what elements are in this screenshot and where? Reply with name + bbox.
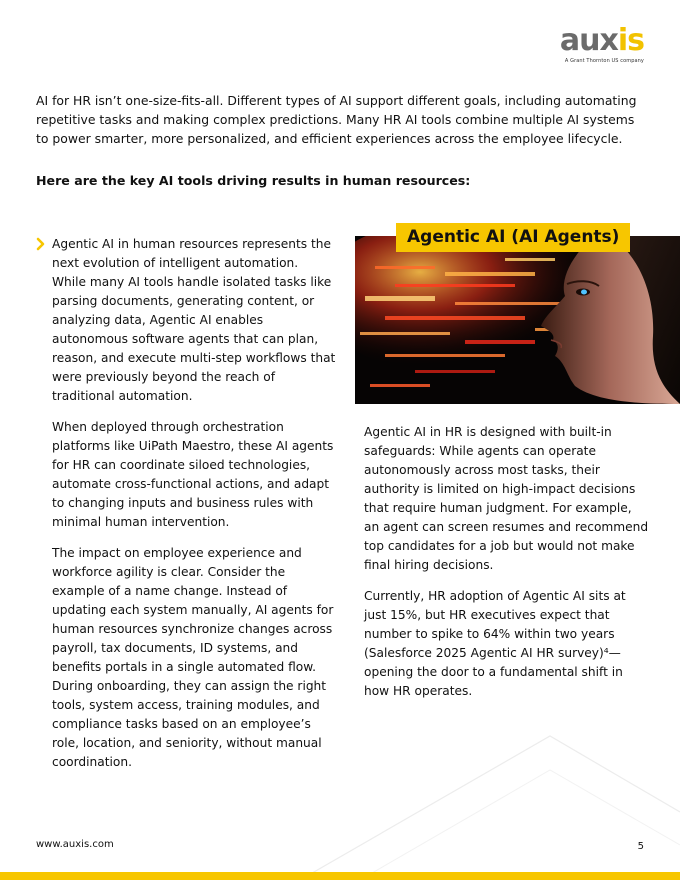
right-paragraph: Currently, HR adoption of Agentic AI sits at just 15%, but HR executives expect that number to spike to 64% within two years (Salesforce 2025 Agentic AI HR survey)⁴—opening the door to a fundamental shift in how HR operates.	[364, 589, 626, 698]
footer-url-link[interactable]: www.auxis.com	[36, 839, 114, 850]
page-number: 5	[637, 841, 644, 852]
logo-wordmark: auxis	[559, 23, 644, 58]
auxis-logo[interactable]	[559, 23, 644, 64]
lead-heading: Here are the key AI tools driving results in human resources:	[36, 173, 471, 188]
left-paragraph: The impact on employee experience and workforce agility is clear. Consider the example of a name change. Instead of updating each system manually, AI agents for human resources synchronize changes across payroll, tax documents, ID systems, and benefits portals in a single automated flow. During onboarding, they can assign the right tools, system access, training modules, and compliance tasks based on an employee’s role, location, and seniority, without manual coordination.	[52, 546, 334, 769]
left-paragraph: Agentic AI in human resources represents the next evolution of intelligent automation. While many AI tools handle isolated tasks like parsing documents, generating content, or analyzing data, Agentic AI enables autonomous software agents that can plan, reason, and execute multi-step workflows that were previously beyond the reach of traditional automation.	[52, 237, 336, 403]
chevron-right-icon	[36, 237, 46, 251]
left-column	[36, 235, 336, 784]
left-paragraph: When deployed through orchestration platforms like UiPath Maestro, these AI agents for HR can coordinate siloed technologies, automate cross-functional actions, and adapt to changing inputs and business rules with minimal human intervention.	[52, 420, 334, 529]
right-paragraph: Agentic AI in HR is designed with built-in safeguards: While agents can operate autonomously across most tasks, their authority is limited on high-impact decisions that require human judgment. For example, an agent can screen resumes and recommend top candidates for a job but would not make final hiring decisions.	[364, 425, 649, 572]
logo-tagline: A Grant Thornton US company	[564, 58, 644, 64]
bottom-accent-bar	[0, 872, 680, 880]
hero-image	[355, 236, 680, 404]
section-tag: Agentic AI (AI Agents)	[396, 223, 630, 252]
right-column	[364, 423, 650, 713]
intro-paragraph: AI for HR isn’t one-size-fits-all. Different types of AI support different goals, including automating repetitive tasks and making complex predictions. Many HR AI tools combine multiple AI systems to power smarter, more personalized, and efficient experiences across the employee lifecycle.	[36, 93, 637, 146]
